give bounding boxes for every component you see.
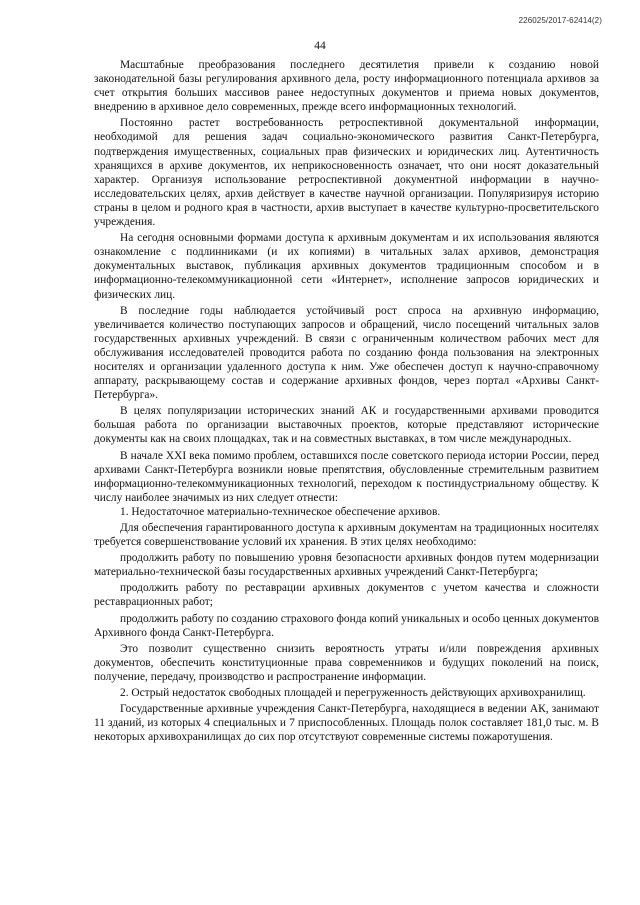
paragraph: В последние годы наблюдается устойчивый рост спроса на архивную информацию, увеличивается количество поступающих запросов и обращений, число посещений читальных залов государственных архивных учреждений. В связи с ограниченным количеством рабочих мест для обслуживания исследователей проводится работа по созданию фонда пользования на электронных носителях и организации удаленного доступа к ним. Уже обеспечен доступ к научно-справочному аппарату, раскрывающему состав и содержание архивных фондов, через портал «Архивы Санкт-Петербурга».: [94, 304, 599, 402]
paragraph: В целях популяризации исторических знаний АК и государственными архивами проводится большая работа по организации выставочных проектов, которые представляют исторические документы как на своих площадках, так и на совместных выставках, в том числе международных.: [94, 405, 599, 446]
paragraph: На сегодня основными формами доступа к архивным документам и их использования являются ознакомление с подлинниками (и их копиями) в читальных залах архивов, демонстрация документальных выставок, публикация архивных документов традиционным способом и в информационно-телекоммуникационной сети «Интернет», исполнение запросов юридических и физических лиц.: [94, 232, 599, 301]
paragraph: Это позволит существенно снизить вероятность утраты и/или повреждения архивных документов, обеспечить конституционные права современников и будущих поколений на поиск, получение, передачу, производство и распространение информации.: [94, 642, 599, 683]
paragraph: Государственные архивные учреждения Санкт-Петербурга, находящиеся в ведении АК, занимают 11 зданий, из которых 4 специальных и 7 приспособленных. Площадь полок составляет 181,0 тыс. м. В некоторых архивохранилищах до сих пор отсутствуют современные системы пожаротушения.: [94, 703, 599, 744]
list-item: продолжить работу по повышению уровня безопасности архивных фондов путем модернизации материально-технической базы государственных архивных учреждений Санкт-Петербурга;: [94, 552, 599, 579]
list-item: продолжить работу по реставрации архивных документов с учетом качества и сложности реставрационных работ;: [94, 582, 599, 609]
body-text: [94, 58, 599, 744]
paragraph: Постоянно растет востребованность ретроспективной документальной информации, необходимой для решения задач социально-экономического развития Санкт-Петербурга, подтверждения имущественных, социальных прав физических и юридических лиц. Аутентичность хранящихся в архиве документов, их неприкосновенность означает, что они носят доказательный характер. Организуя использование ретроспективной документной информации в научно-исследовательских целях, архив действует в качестве научной организации. Популяризируя историю страны в целом и родного края в частности, архив выступает в качестве культурно-просветительского учреждения.: [94, 117, 599, 229]
paragraph: Для обеспечения гарантированного доступа к архивным документам на традиционных носителях требуется совершенствование условий их хранения. В этих целях необходимо:: [94, 522, 599, 549]
list-item: продолжить работу по созданию страхового фонда копий уникальных и особо ценных документов Архивного фонда Санкт-Петербурга.: [94, 612, 599, 639]
paragraph: В начале XXI века помимо проблем, оставшихся после советского периода истории России, перед архивами Санкт-Петербурга возникли новые препятствия, обусловленные стремительным развитием информационно-телекоммуникационных технологий, переходом к постиндустриальному обществу. К числу наиболее значимых из них следует отнести:: [94, 449, 599, 504]
list-heading: 2. Острый недостаток свободных площадей и перегруженность действующих архивохранилищ.: [120, 687, 586, 700]
document-id: 226025/2017-62414(2): [518, 16, 602, 25]
list-heading: 1. Недостаточное материально-техническое обеспечение архивов.: [120, 505, 441, 518]
page-number: 44: [314, 40, 326, 52]
paragraph: Масштабные преобразования последнего десятилетия привели к созданию новой законодательной базы регулирования архивного дела, росту информационного потенциала архивов за счет открытия больших массивов ранее недоступных документов и приема новых документов, внедрению в архивное дело современных, прежде всего информационных технологий.: [94, 59, 599, 114]
